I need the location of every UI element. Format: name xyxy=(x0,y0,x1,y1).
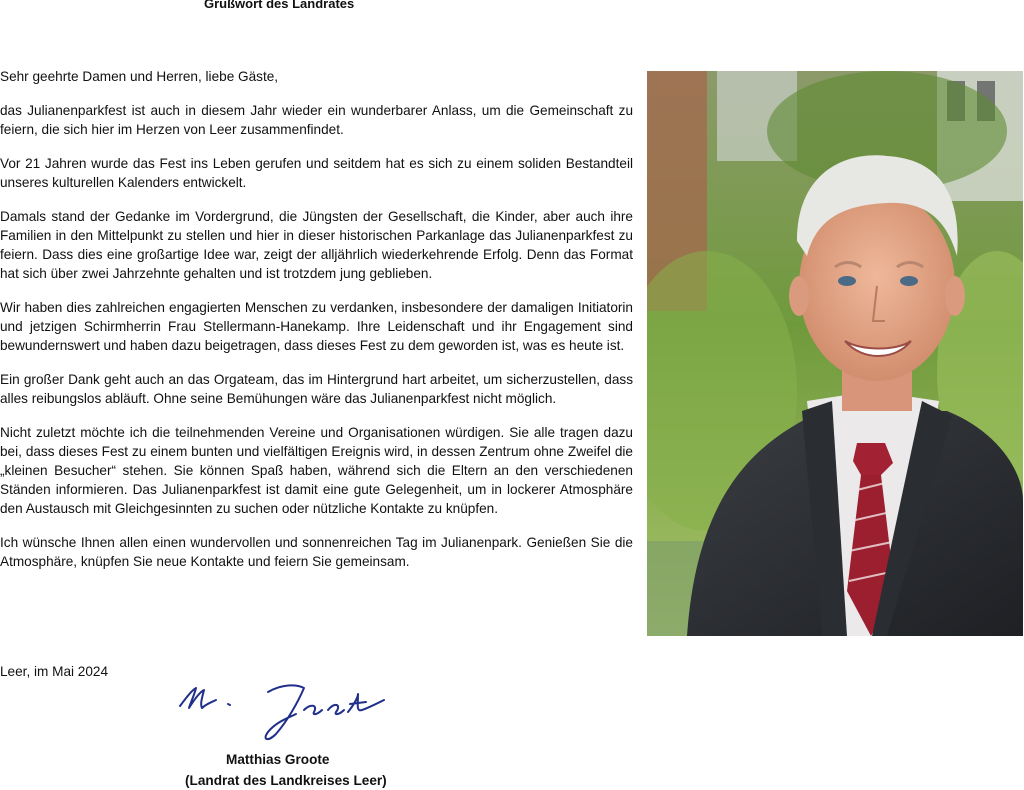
paragraph-2: Vor 21 Jahren wurde das Fest ins Leben gerufen und seitdem hat es sich zu einem soliden Bestandteil unseres kulturellen Kalenders entwickelt. xyxy=(0,156,633,190)
portrait-photo xyxy=(647,71,1023,636)
paragraph-1: das Julianenparkfest ist auch in diesem Jahr wieder ein wunderbarer Anlass, um die Gemeinschaft zu feiern, die sich hier im Herzen von Leer zusammenfindet. xyxy=(0,103,633,137)
signer-name: Matthias Groote xyxy=(226,752,330,767)
page-title: Grußwort des Landrates xyxy=(204,0,355,11)
paragraph-3: Damals stand der Gedanke im Vordergrund, die Jüngsten der Gesellschaft, die Kinder, aber auch ihre Familien in den Mittelpunkt zu stellen und hier in dieser historischen Parkanlage das Julianenparkfest zu feiern. Dass dies eine großartige Idee war, zeigt der alljährlich wiederkehrende Erfolg. Denn das Format hat sich über zwei Jahrzehnte gehalten und ist trotzdem jung geblieben. xyxy=(0,209,633,281)
handwritten-signature xyxy=(172,676,387,748)
salutation: Sehr geehrte Damen und Herren, liebe Gäste, xyxy=(0,69,279,84)
paragraph-7: Ich wünsche Ihnen allen einen wundervollen und sonnenreichen Tag im Julianenpark. Genießen Sie die Atmosphäre, knüpfen Sie neue Kontakte und feiern Sie gemeinsam. xyxy=(0,535,633,569)
letter-body xyxy=(0,67,633,586)
paragraph-4: Wir haben dies zahlreichen engagierten Menschen zu verdanken, insbesondere der damaligen Initiatorin und jetzigen Schirmherrin Frau Stellermann-Hanekamp. Ihre Leidenschaft und ihr Engagement sind bewundernswert und haben dazu beigetragen, dass dieses Fest zu dem geworden ist, was es heute ist. xyxy=(0,300,633,353)
signer-role: (Landrat des Landkreises Leer) xyxy=(185,773,387,788)
paragraph-5: Ein großer Dank geht auch an das Orgateam, das im Hintergrund hart arbeitet, um sicherzustellen, dass alles reibungslos abläuft. Ohne seine Bemühungen wäre das Julianenparkfest nicht möglich. xyxy=(0,372,633,406)
paragraph-6: Nicht zuletzt möchte ich die teilnehmenden Vereine und Organisationen würdigen. Sie alle tragen dazu bei, dass dieses Fest zu einem bunten und vielfältigen Ereignis wird, in dessen Zentrum ohne Zweifel die „kleinen Besucher“ stehen. Sie können Spaß haben, während sich die Eltern an den verschiedenen Ständen informieren. Das Julianenparkfest ist damit eine gute Gelegenheit, um in lockerer Atmosphäre den Austausch mit Gleichgesinnten zu suchen oder nützliche Kontakte zu knüpfen. xyxy=(0,425,633,516)
closing-place-date: Leer, im Mai 2024 xyxy=(0,664,109,679)
